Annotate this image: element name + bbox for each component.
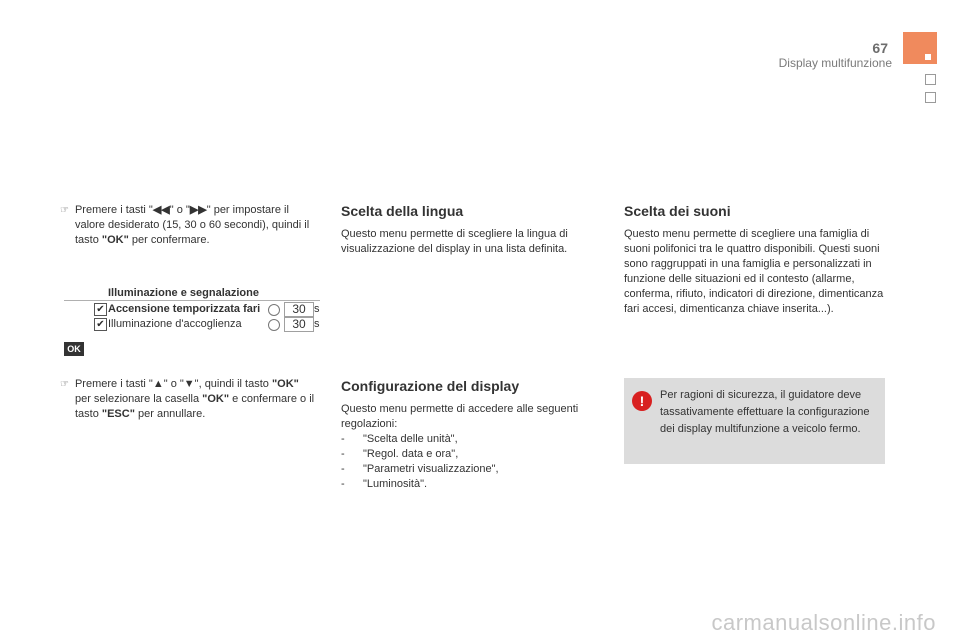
section-title: Display multifunzione bbox=[778, 56, 892, 70]
clock-icon bbox=[268, 304, 280, 316]
ok-key-label: "OK" bbox=[271, 378, 299, 390]
text: " o " bbox=[163, 378, 184, 390]
heading-suoni: Scelta dei suoni bbox=[624, 203, 731, 219]
pointer-icon: ☞ bbox=[60, 205, 69, 216]
checkbox-outline-icon bbox=[925, 74, 936, 85]
text: ", quindi il tasto bbox=[194, 378, 272, 390]
checkbox-outline-icon bbox=[925, 92, 936, 103]
checkbox-checked[interactable]: ✔ bbox=[94, 303, 107, 316]
value-field[interactable]: 30 bbox=[284, 302, 314, 317]
list-item: - "Parametri visualizzazione", bbox=[341, 462, 603, 477]
rewind-icon: ◀◀ bbox=[152, 204, 170, 216]
instruction-paragraph-2 bbox=[60, 377, 316, 422]
suoni-text: Questo menu permette di scegliere una famiglia di suoni polifonici tra le quattro disponibili. Questi suoni sono raggruppati in una famiglia e personalizzati in funzione delle situazioni ed il contesto (allarme, conferma, rifiuto, indicatori di direzione, dimenticanza fari accesi, dimenticanza chiave inserita...). bbox=[624, 228, 884, 315]
chapter-tab bbox=[903, 32, 937, 64]
checkbox-checked[interactable]: ✔ bbox=[94, 318, 107, 331]
down-arrow-icon: ▼ bbox=[183, 378, 195, 390]
text: Premere i tasti " bbox=[74, 204, 153, 216]
screen-title: Illuminazione e segnalazione bbox=[108, 287, 259, 299]
list-item: - "Luminosità". bbox=[341, 477, 603, 492]
up-arrow-icon: ▲ bbox=[152, 378, 164, 390]
text: per confermare. bbox=[128, 234, 210, 246]
row-label: Accensione temporizzata fari bbox=[108, 303, 261, 315]
ok-key-label: "OK" bbox=[202, 393, 230, 405]
clock-icon bbox=[268, 319, 280, 331]
unit-label: s bbox=[314, 303, 320, 315]
ok-button[interactable]: OK bbox=[64, 342, 84, 356]
lingua-text: Questo menu permette di scegliere la lingua di visualizzazione del display in una lista definita. bbox=[341, 228, 568, 255]
list-item: - "Regol. data e ora", bbox=[341, 447, 603, 462]
text: e confermare o il tasto bbox=[74, 393, 315, 420]
pointer-icon: ☞ bbox=[60, 379, 69, 390]
text: " per impostare il valore desiderato (15, 30 o 60 secondi), quindi il tasto bbox=[74, 204, 310, 246]
ok-key-label: "OK" bbox=[101, 234, 129, 246]
row-label: Illuminazione d'accoglienza bbox=[108, 318, 242, 330]
list-item: - "Scelta delle unità", bbox=[341, 432, 603, 447]
tab-square-icon bbox=[925, 54, 931, 60]
configurazione-list bbox=[341, 432, 603, 492]
warning-text: Per ragioni di sicurezza, il guidatore deve tassativamente effettuare la configurazione dei display multifunzione a veicolo fermo. bbox=[660, 389, 870, 435]
heading-configurazione: Configurazione del display bbox=[341, 378, 520, 394]
page-number: 67 bbox=[872, 40, 888, 56]
text: Premere i tasti " bbox=[74, 378, 153, 390]
forward-icon: ▶▶ bbox=[189, 204, 207, 216]
footer-watermark: carmanualsonline.info bbox=[711, 610, 936, 635]
warning-icon: ! bbox=[632, 391, 652, 411]
text: " o " bbox=[169, 204, 190, 216]
esc-key-label: "ESC" bbox=[101, 408, 135, 420]
configurazione-block bbox=[341, 402, 603, 492]
text: per selezionare la casella bbox=[74, 393, 203, 405]
instruction-paragraph-1 bbox=[60, 203, 316, 248]
configurazione-intro: Questo menu permette di accedere alle seguenti regolazioni: bbox=[341, 403, 579, 430]
unit-label: s bbox=[314, 318, 320, 330]
value-field[interactable]: 30 bbox=[284, 317, 314, 332]
text: per annullare. bbox=[134, 408, 206, 420]
screen-divider bbox=[64, 300, 320, 301]
heading-lingua: Scelta della lingua bbox=[341, 203, 464, 219]
